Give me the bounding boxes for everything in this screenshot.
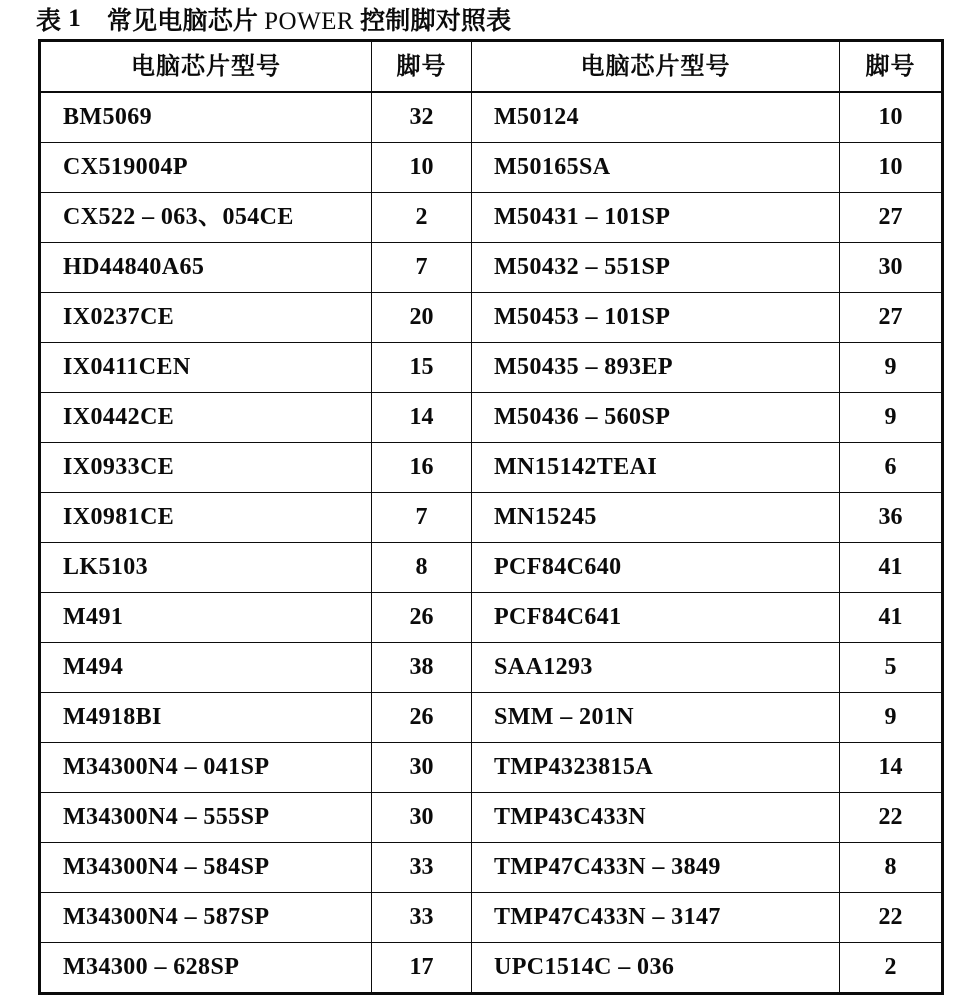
- table-row: [40, 943, 943, 994]
- chip-model-left: M34300N4 – 584SP: [40, 843, 372, 893]
- pin-number-left: 20: [372, 293, 472, 343]
- chip-model-left: M34300 – 628SP: [40, 943, 372, 994]
- table-row: [40, 643, 943, 693]
- table-row: [40, 693, 943, 743]
- chip-model-right: TMP47C433N – 3849: [472, 843, 840, 893]
- chip-model-left: M34300N4 – 041SP: [40, 743, 372, 793]
- table-row: [40, 193, 943, 243]
- caption-number: 1: [68, 5, 81, 32]
- chip-model-left: BM5069: [40, 92, 372, 143]
- table-row: [40, 293, 943, 343]
- chip-model-left: M34300N4 – 555SP: [40, 793, 372, 843]
- pin-number-right: 2: [840, 943, 943, 994]
- chip-model-right: MN15142TEAI: [472, 443, 840, 493]
- pin-number-left: 17: [372, 943, 472, 994]
- column-header-pin-left: 脚号: [372, 41, 472, 93]
- table-row: [40, 243, 943, 293]
- caption-title-prefix: 常见电脑芯片: [106, 6, 259, 35]
- chip-model-right: MN15245: [472, 493, 840, 543]
- column-header-model-left: 电脑芯片型号: [40, 41, 372, 93]
- pin-number-right: 9: [840, 343, 943, 393]
- pin-number-left: 38: [372, 643, 472, 693]
- pin-number-left: 33: [372, 893, 472, 943]
- pin-number-left: 30: [372, 743, 472, 793]
- pin-number-left: 30: [372, 793, 472, 843]
- pin-number-right: 9: [840, 393, 943, 443]
- pin-number-left: 15: [372, 343, 472, 393]
- pin-number-left: 32: [372, 92, 472, 143]
- table-body: [40, 92, 943, 994]
- table-header: [40, 41, 943, 93]
- caption-title: [107, 1, 511, 37]
- table-row: [40, 92, 943, 143]
- pin-number-left: 16: [372, 443, 472, 493]
- chip-power-pin-table: [38, 39, 944, 995]
- pin-number-left: 7: [372, 493, 472, 543]
- pin-number-right: 8: [840, 843, 943, 893]
- chip-model-right: M50431 – 101SP: [472, 193, 840, 243]
- table-caption: [36, 1, 941, 37]
- chip-model-left: IX0442CE: [40, 393, 372, 443]
- caption-title-latin: POWER: [264, 8, 355, 35]
- table-row: [40, 843, 943, 893]
- chip-model-left: M494: [40, 643, 372, 693]
- chip-model-left: M34300N4 – 587SP: [40, 893, 372, 943]
- chip-model-left: CX522 – 063、054CE: [40, 193, 372, 243]
- column-header-model-right: 电脑芯片型号: [472, 41, 840, 93]
- pin-number-left: 7: [372, 243, 472, 293]
- pin-number-right: 6: [840, 443, 943, 493]
- chip-model-right: TMP47C433N – 3147: [472, 893, 840, 943]
- pin-number-left: 10: [372, 143, 472, 193]
- table-row: [40, 493, 943, 543]
- pin-number-right: 22: [840, 893, 943, 943]
- pin-number-left: 26: [372, 593, 472, 643]
- pin-number-left: 2: [372, 193, 472, 243]
- chip-model-right: SAA1293: [472, 643, 840, 693]
- table-row: [40, 593, 943, 643]
- chip-model-left: M4918BI: [40, 693, 372, 743]
- chip-model-left: IX0933CE: [40, 443, 372, 493]
- header-row: [40, 41, 943, 93]
- chip-model-right: M50453 – 101SP: [472, 293, 840, 343]
- caption-title-suffix: 控制脚对照表: [360, 6, 512, 35]
- chip-model-right: M50124: [472, 92, 840, 143]
- pin-number-right: 27: [840, 193, 943, 243]
- chip-model-right: PCF84C640: [472, 543, 840, 593]
- table-row: [40, 743, 943, 793]
- table-row: [40, 143, 943, 193]
- chip-model-left: IX0411CEN: [40, 343, 372, 393]
- chip-model-left: IX0237CE: [40, 293, 372, 343]
- pin-number-right: 22: [840, 793, 943, 843]
- chip-model-left: M491: [40, 593, 372, 643]
- chip-model-right: PCF84C641: [472, 593, 840, 643]
- table-row: [40, 793, 943, 843]
- chip-model-right: TMP4323815A: [472, 743, 840, 793]
- pin-number-right: 41: [840, 593, 943, 643]
- table-row: [40, 343, 943, 393]
- chip-model-right: M50436 – 560SP: [472, 393, 840, 443]
- column-header-pin-right: 脚号: [840, 41, 943, 93]
- pin-number-right: 5: [840, 643, 943, 693]
- pin-number-left: 26: [372, 693, 472, 743]
- pin-number-right: 10: [840, 92, 943, 143]
- caption-label: 表: [36, 6, 62, 35]
- chip-model-right: TMP43C433N: [472, 793, 840, 843]
- chip-model-left: IX0981CE: [40, 493, 372, 543]
- pin-number-right: 9: [840, 693, 943, 743]
- pin-number-left: 14: [372, 393, 472, 443]
- pin-number-right: 10: [840, 143, 943, 193]
- table-row: [40, 393, 943, 443]
- pin-number-right: 27: [840, 293, 943, 343]
- table-row: [40, 893, 943, 943]
- chip-model-left: CX519004P: [40, 143, 372, 193]
- pin-number-right: 14: [840, 743, 943, 793]
- pin-number-right: 30: [840, 243, 943, 293]
- chip-model-left: LK5103: [40, 543, 372, 593]
- pin-number-left: 8: [372, 543, 472, 593]
- chip-model-left: HD44840A65: [40, 243, 372, 293]
- chip-model-right: SMM – 201N: [472, 693, 840, 743]
- table-row: [40, 443, 943, 493]
- chip-model-right: M50432 – 551SP: [472, 243, 840, 293]
- pin-number-right: 41: [840, 543, 943, 593]
- table-row: [40, 543, 943, 593]
- chip-model-right: M50165SA: [472, 143, 840, 193]
- chip-model-right: M50435 – 893EP: [472, 343, 840, 393]
- pin-number-left: 33: [372, 843, 472, 893]
- chip-model-right: UPC1514C – 036: [472, 943, 840, 994]
- pin-number-right: 36: [840, 493, 943, 543]
